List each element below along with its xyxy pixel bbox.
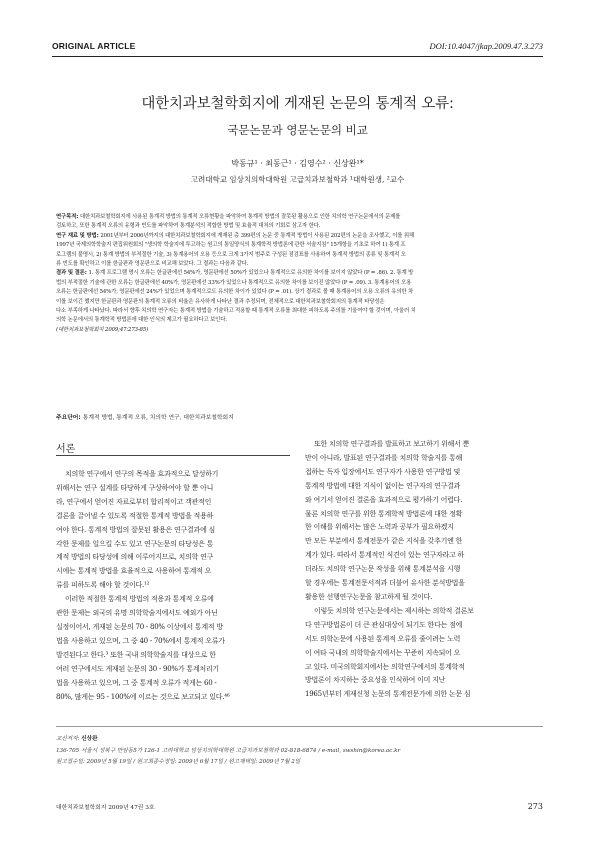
body-text-line: 다 연구방법론이 더 큰 관심대상이 되기도 한다는 점에 <box>305 620 463 629</box>
body-text-line: 법을 사용하고 있으며, 그 중 통계적 오류가 적게는 60 - <box>56 678 217 687</box>
abstract-section-label: 연구목적: <box>56 214 80 220</box>
corresponding-address: 136-705 서울시 성북구 안암동5가 126-1 고려대학교 임상치의학대학원 고급치과보철학과 02-818-6874 / e-mail, swshin@korea.ac.kr <box>56 747 401 754</box>
body-text-line: 여러 연구에서도 게재된 논문의 30 - 90%가 통계처리기 <box>56 664 219 673</box>
body-text-line: 위해서는 연구 설계를 타당하게 구상하여야 할 뿐 아니 <box>56 483 214 492</box>
body-text-line: 와 여기서 얻어진 결론을 효과적으로 평가하기 어렵다. <box>305 495 463 504</box>
body-text-line: 이러한 적절한 통계적 방법의 적용과 통계적 오류에 <box>65 595 214 604</box>
abstract-text: 검토하고, 또한 통계적 오류의 유형과 빈도를 파악하여 통계분석의 적합한 방법 및 효율적 대처의 기회로 삼고자 한다. <box>56 223 321 230</box>
abstract-text: 1997년 국제의학학술지 편집위원회의 "생의학 학술지에 투고하는 원고의 통일양식의 통계학적 방법론에 관한 서술지침" 15개항을 기초로 하여 1) 통계 프 <box>56 242 406 249</box>
abstract-line <box>56 269 543 278</box>
body-text-line: 이 여타 국내의 의학학술지에서는 꾸준히 지속되어 오 <box>305 648 461 657</box>
running-header <box>52 41 543 55</box>
body-column-right <box>305 438 542 702</box>
corresponding-label: 교신저자: <box>56 736 82 742</box>
body-text-line: 실정이어서, 게재된 논문의 70 - 80% 이상에서 통계적 방 <box>56 622 223 631</box>
body-text-line: 통계적 방법에 대한 지식이 없이는 연구자의 연구결과 <box>305 481 461 490</box>
abstract-text: 이를 보이긴 했지만 한글판과 영문판의 통계적 오류의 비율은 유사하게 나타난 결과 추정되며, 전체적으로 대한치과보철학회지의 통계적 타당성은 <box>56 298 385 305</box>
body-text-line: 고 있다. 미국의학회지에서는 의학연구에서의 통계학적 <box>305 662 465 671</box>
abstract-line <box>56 260 543 269</box>
body-text-line: 한 이해를 위해서는 많은 노력과 공부가 필요하겠지 <box>305 523 454 532</box>
abstract-line <box>56 251 543 260</box>
abstract-line <box>56 232 543 241</box>
body-text-line: 계적 방법의 타당성에 의해 이루어지므로, 치의학 연구 <box>56 553 214 562</box>
abstract-line <box>56 326 543 335</box>
abstract-line <box>56 213 543 222</box>
body-text-line: 발견된다고 한다.³ 또한 국내 의학학술지를 대상으로 한 <box>56 650 216 659</box>
keywords <box>56 412 543 421</box>
manuscript-dates: 원고접수일: 2009년 5월 19일 / 원고최종수정일: 2009년 6월 17일 / 원고채택일: 2009년 7월 2일 <box>56 759 301 765</box>
footnotes <box>56 734 543 769</box>
abstract-text: 다소 부족하게 나타났다. 따라서 향후 치의학 연구자는 통계적 방법을 기술하고 적용할 때 통계적 오류를 최대한 피하도록 주의를 기울여야 할 것이며, 아울러 치 <box>56 308 416 315</box>
abstract-line <box>56 222 543 231</box>
body-text-line: 법을 사용하고 있으며, 그 중 40 - 70%에서 통계적 오류가 <box>56 636 225 645</box>
abstract-section-label: 연구 재료 및 방법: <box>56 232 101 239</box>
header-rule <box>52 56 543 57</box>
abstract-line <box>56 307 543 316</box>
body-text-line: 물론 치의학 연구를 위한 통계학적 방법론에 대한 정확 <box>305 509 463 518</box>
abstract-text: 대한치과보철학회지에 사용된 통계적 방법의 통계적 오류현황을 파악하여 통계적 방법의 잘못된 활용으로 인한 치의학 연구논문에서의 문제를 <box>79 214 401 220</box>
abstract-line <box>56 241 543 250</box>
body-text-line: 관한 문제는 외국의 유명 의학학술지에서도 예외가 아닌 <box>56 609 218 618</box>
author-list: 박동규¹ · 최동근¹ · 김영수² · 신상완¹* <box>231 159 364 168</box>
doi[interactable]: DOI:10.4047/jkap.2009.47.3.273 <box>429 41 543 51</box>
body-text-line: 80%, 많게는 95 - 100%에 이르는 것으로 보고되고 있다.⁴⁶ <box>56 692 230 701</box>
abstract-text: 2001년부터 2006년까지의 대한치과보철학회지에 게재된 총 399편의 논문 중 통계적 방법이 사용된 202편의 논문을 조사했고, 이를 위해 <box>100 232 415 239</box>
body-text-line: 서도 의학논문에 사용된 통계적 오류를 줄이려는 노력 <box>305 634 461 643</box>
body-text-line: 류를 피하도록 해야 할 것이다.¹² <box>56 581 150 590</box>
body-text-line: 각한 문제를 일으킬 수도 있고 연구논문의 타당성은 통 <box>56 539 214 548</box>
abstract-text: 1. 통계 프로그램 명시 오류는 한글판에선 54%가, 영문판에선 50%가 있었으나 통계적으로 유의한 차이를 보이지 않았다 (P = .86). 2. 통계 방 <box>88 270 414 277</box>
abstract-text: 류 빈도를 확인하고 이를 한글판과 영문판으로 비교해 보았다. 그 결과는 다음과 같다. <box>56 261 249 268</box>
body-text-line: 계가 있다. 따라서 통계적인 식견이 있는 연구자라고 하 <box>305 551 465 560</box>
abstract-line <box>56 298 543 307</box>
footnote-rule <box>56 726 543 727</box>
body-text-line: 더라도 치의학 연구논문 작성을 위해 통계분석을 시행 <box>305 565 461 574</box>
paper-title: 대한치과보철학회지에 게재된 논문의 통계적 오류: <box>141 96 454 112</box>
body-text-line: 방법론이 차지하는 중요성을 인식하여 이미 지난 <box>305 676 446 685</box>
body-text-line: 할 경우에는 통계전문서적과 더불어 유사한 분석방법을 <box>305 579 465 588</box>
body-text-line: 접하는 독자 입장에서도 연구자가 사용한 연구방법 및 <box>305 467 461 476</box>
page-footer <box>56 802 543 814</box>
abstract-text: (대한치과보철학회지 2009;47:273-85) <box>56 326 149 333</box>
affiliation: 고려대학교 임상치의학대학원 고급치과보철학과 ¹대학원생, ²교수 <box>190 175 405 184</box>
body-text-line: 이렇듯 치의학 연구논문에서는 제시하는 의학적 결론보 <box>314 606 474 615</box>
body-column-left <box>56 468 290 704</box>
corresponding-author <box>56 734 543 746</box>
abstract-line <box>56 316 543 325</box>
body-text-line: 결론을 끌어낼 수 있도록 적절한 통계적 방법을 적용하 <box>56 511 214 520</box>
abstract-text: 의학 논문에서의 통계학적 방법론에 대한 인식의 제고가 필요하다고 보인다. <box>56 317 227 324</box>
body-text-line: 만 모든 부분에서 통계전문가 같은 지식을 갖추기엔 한 <box>305 537 463 546</box>
body-text-line: 라, 연구에서 얻어진 자료로부터 합리적이고 객관적인 <box>56 497 212 506</box>
abstract-text: 로그램의 불명시, 2) 통계 방법의 부적절한 기술, 3) 통계용어의 오용 등으로 크게 3가지 범주로 구성된 점검표를 사용하여 통계적 방법의 종류 및 통계적 오 <box>56 251 406 258</box>
journal-citation: 대한치과보철학회지 2009년 47권 3호 <box>56 805 155 811</box>
section-heading-introduction: 서론 <box>56 444 76 455</box>
abstract <box>56 213 543 335</box>
abstract-line <box>56 288 543 297</box>
page-number: 273 <box>527 802 543 811</box>
abstract-text: 법의 부적절한 기술에 관한 오류는 한글판에선 40%가, 영문판에선 33%가 있었으나 통계적으로 유의한 차이를 보이진 않았다 (P = .09). 3. 통계용어의 오용 <box>56 279 412 286</box>
abstract-text: 오류는 한글판에선 54%가, 영문판에선 24%가 있었으며 통계적으로도 유의한 차이가 있었다 (P = .01). 상기 결과로 볼 때 통계용어의 오용 오류의 유의한 차 <box>56 289 414 296</box>
abstract-line <box>56 279 543 288</box>
article-type: ORIGINAL ARTICLE <box>52 41 136 51</box>
paper-subtitle: 국문논문과 영문논문의 비교 <box>227 123 368 137</box>
body-text-line: 활용한 선행연구논문을 참고하게 될 것이다. <box>305 592 433 601</box>
abstract-section-label: 결과 및 결론: <box>56 270 89 277</box>
body-text-line: 또한 치의학 연구결과를 발표하고 보고하기 위해서 뿐 <box>314 440 470 448</box>
keywords-text: 통계적 방법, 통계적 오류, 치의학 연구, 대한치과보철학회지 <box>82 415 234 421</box>
body-text-line: 1965년부터 게재신청 논문의 통계전문가에 의한 논문 심 <box>305 690 471 699</box>
body-text-line: 만이 아니라, 발표된 연구결과를 치의학 학술지를 통해 <box>305 453 463 462</box>
section-rule <box>56 455 290 456</box>
body-text-line: 시에는 통계적 방법을 효율적으로 사용하여 통계적 오 <box>56 567 212 576</box>
body-text-line: 여야 한다. 통계적 방법의 잘못된 활용은 연구결과에 심 <box>56 525 216 534</box>
body-text-line: 치의학 연구에서 연구의 목적을 효과적으로 달성하기 <box>65 470 219 478</box>
corresponding-name: 신상완 <box>81 736 98 742</box>
keywords-label: 주요단어: <box>56 415 83 421</box>
